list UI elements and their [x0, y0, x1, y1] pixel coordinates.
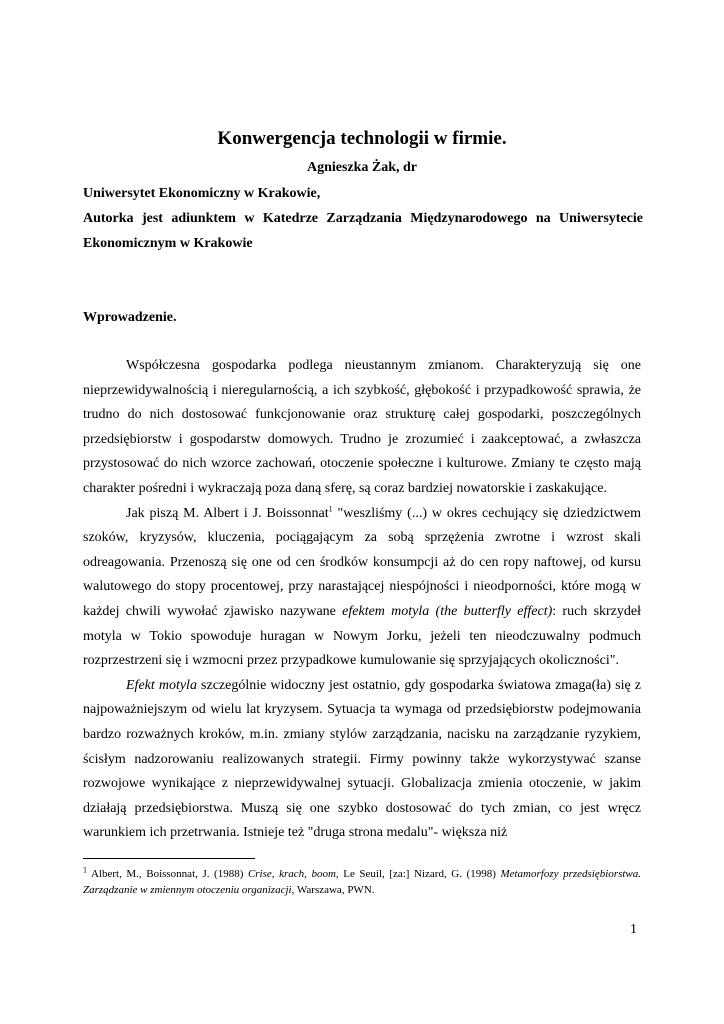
page-number: 1	[630, 922, 637, 937]
paragraph-3-text: szczególnie widoczny jest ostatnio, gdy gospodarka światowa zmaga(ła) się z najpoważniejszym od wielu lat kryzysem. Sytuacja ta wymaga od przedsiębiorstw podejmowania bardzo rozważnych kroków, m.in. zmiany stylów zarządzania, nacisku na zarządzanie ryzykiem, ścisłym nadzorowaniu realizowanych strategii. Firmy powinny także wykorzystywać szanse rozwojowe wynikające z nieprzewidywalnej sytuacji. Globalizacja zmienia otoczenie, w jakim działają przedsiębiorstwa. Muszą się one szybko dostosować do tych zmian, co jest wręcz warunkiem ich przetrwania. Istnieje też "druga strona medalu"- większa niż	[83, 677, 641, 841]
paragraph-3	[83, 674, 641, 846]
footnote-text-c: , Warszawa, PWN.	[291, 884, 375, 896]
footnote-title-1: Crise, krach, boom	[247, 868, 336, 880]
paragraph-1: Współczesna gospodarka podlega nieustannym zmianom. Charakteryzują się one nieprzewidywalnością i nieregularnością, a ich szybkość, głębokość i przypadkowość sprawia, że trudno do nich dostosować funkcjonowanie oraz strukturę całej gospodarki, poszczególnych przedsiębiorstw i gospodarstw domowych. Trudno je zrozumieć i zaakceptować, a zwłaszcza przystosować do nich wzorce zachowań, otoczenie społeczne i kulturowe. Zmiany te często mają charakter pośredni i wykraczają poza daną sferę, są coraz bardziej nowatorskie i zaskakujące.	[83, 358, 641, 496]
paragraph-2-text-a: Jak piszą M. Albert i J. Boissonnat	[126, 505, 329, 521]
footnote-ref: 1	[328, 503, 333, 513]
document-title: Konwergencja technologii w firmie.	[217, 128, 507, 149]
footnote-text-b: , Le Seuil, [za:] Nizard, G. (1998)	[335, 868, 501, 880]
footnote-title-2: Metamorfozy przedsiębiorstwa. Zarządzanie w zmiennym otoczeniu organizacji	[83, 868, 641, 896]
footnote	[83, 866, 641, 898]
section-heading: Wprowadzenie.	[83, 310, 177, 325]
paragraph-2-text-c: : ruch skrzydeł motyla w Tokio spowoduje huragan w Nowym Jorku, jeżeli ten nieodczuwalny podmuch rozprzestrzeni się i wzmocni przez przypadkowe kumulowanie się sprzyjających okoliczności".	[83, 603, 641, 669]
paragraph-3-emphasis: Efekt motyla	[126, 677, 197, 693]
affiliation-department: Autorka jest adiunktem w Katedrze Zarządzania Międzynarodowego na Uniwersytecie Ekonomicznym w Krakowie	[83, 211, 643, 251]
footnote-separator	[83, 858, 255, 859]
paragraph-2-emphasis: efektem motyla (the butterfly effect)	[342, 603, 553, 619]
affiliation-university: Uniwersytet Ekonomiczny w Krakowie,	[83, 186, 321, 201]
body-text	[83, 354, 641, 846]
footnote-number: 1	[83, 865, 87, 875]
author-line: Agnieszka Żak, dr	[306, 160, 418, 175]
footnote-text-a: Albert, M., Boissonnat, J. (1988)	[87, 868, 248, 880]
paragraph-2-text-b: "weszliśmy (...) w okres cechujący się dziedzictwem szoków, kryzysów, kluczenia, pociągającym za sobą sprzężenia zwrotne i wzrost skali odreagowania. Przenoszą się one od cen środków konsumpcji aż do cen ropy naftowej, od kursu walutowego do stopy procentowej, przy narastającej niespójności i nieodporności, które mogą w każdej chwili wywołać zjawisko nazywane	[83, 505, 642, 619]
paragraph-2	[83, 502, 641, 674]
